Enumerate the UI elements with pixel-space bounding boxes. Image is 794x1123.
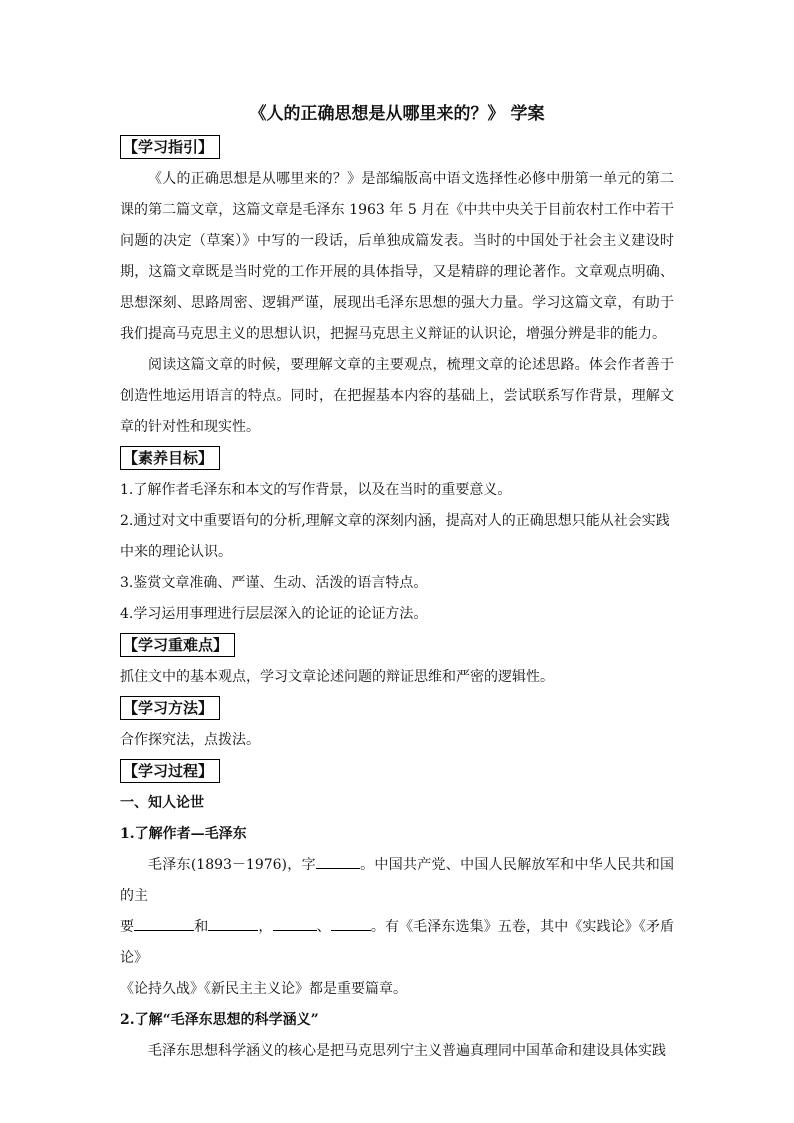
section-heading-methods: 【学习方法】 bbox=[120, 696, 220, 720]
document-content bbox=[120, 100, 674, 1067]
goal-item-2: 2.通过对文中重要语句的分析,理解文章的深刻内涵，提高对人的正确思想只能从社会实践中来的理论认识。 bbox=[120, 513, 670, 560]
author-text-2d: 、 bbox=[316, 919, 331, 935]
process-item-2-heading: 2.了解“毛泽东思想的科学涵义” bbox=[120, 1012, 319, 1028]
goal-item-3: 3.鉴赏文章准确、严谨、生动、活泼的语言特点。 bbox=[120, 575, 428, 591]
section-heading-goals: 【素养目标】 bbox=[120, 446, 220, 470]
author-text-2a: 要 bbox=[120, 919, 135, 935]
section-heading-keypoints: 【学习重难点】 bbox=[120, 633, 235, 657]
author-text-1a: 毛泽东(1893－1976)，字 bbox=[148, 857, 316, 873]
author-text-2e: 。有《毛泽东选集》五卷，其中《实践论》《矛盾论》 bbox=[120, 919, 675, 966]
fill-blank-role-1[interactable] bbox=[134, 915, 194, 931]
fill-blank-role-4[interactable] bbox=[331, 915, 371, 931]
author-fill-line-3: 《论持久战》《新民主主义论》都是重要篇章。 bbox=[120, 981, 407, 997]
section-heading-guide: 【学习指引】 bbox=[120, 135, 220, 159]
process-part-1-heading: 一、知人论世 bbox=[120, 795, 204, 811]
goal-item-1: 1.了解作者毛泽东和本文的写作背景，以及在当时的重要意义。 bbox=[120, 482, 512, 498]
goal-item-4: 4.学习运用事理进行层层深入的论证的论证方法。 bbox=[120, 606, 428, 622]
fill-blank-role-2[interactable] bbox=[208, 915, 258, 931]
process-item-1-heading: 1.了解作者—毛泽东 bbox=[120, 826, 247, 842]
process-item-2-text: 毛泽东思想科学涵义的核心是把马克思列宁主义普遍真理同中国革命和建设具体实践 bbox=[148, 1043, 666, 1059]
author-fill-line-2 bbox=[120, 912, 674, 974]
author-text-2b: 和 bbox=[194, 919, 209, 935]
fill-blank-courtesy-name[interactable] bbox=[316, 853, 360, 869]
methods-text: 合作探究法，点拨法。 bbox=[120, 732, 260, 748]
guide-paragraph-1: 《人的正确思想是从哪里来的？》是部编版高中语文选择性必修中册第一单元的第二课的第二篇文章，这篇文章是毛泽东 1963 年 5 月在《中共中央关于目前农村工作中若干问题的决定（草案）》中写的一段话，后单独成篇发表。当时的中国处于社会主义建设时期，这篇文章既是当时党的工作开展的具体指导，又是精辟的理论著作。文章观点明确、思想深刻、思路周密、逻辑严谨，展现出毛泽东思想的强大力量。学习这篇文章，有助于我们提高马克思主义的思想认识，把握马克思主义辩证的认识论，增强分辨是非的能力。 bbox=[120, 171, 674, 342]
author-fill-line-1 bbox=[120, 850, 674, 912]
document-title: 《人的正确思想是从哪里来的？》 学案 bbox=[249, 104, 545, 124]
author-text-2c: ， bbox=[258, 919, 273, 935]
author-text-1b: 。中国共产党、中国人民解放军和中华人民共和国的主 bbox=[120, 857, 674, 904]
section-heading-process: 【学习过程】 bbox=[120, 759, 220, 783]
guide-paragraph-2: 阅读这篇文章的时候，要理解文章的主要观点，梳理文章的论述思路。体会作者善于创造性地运用语言的特点。同时，在把握基本内容的基础上，尝试联系写作背景，理解文章的针对性和现实性。 bbox=[120, 357, 674, 435]
keypoints-text: 抓住文中的基本观点，学习文章论述问题的辩证思维和严密的逻辑性。 bbox=[120, 669, 554, 685]
fill-blank-role-3[interactable] bbox=[273, 915, 317, 931]
